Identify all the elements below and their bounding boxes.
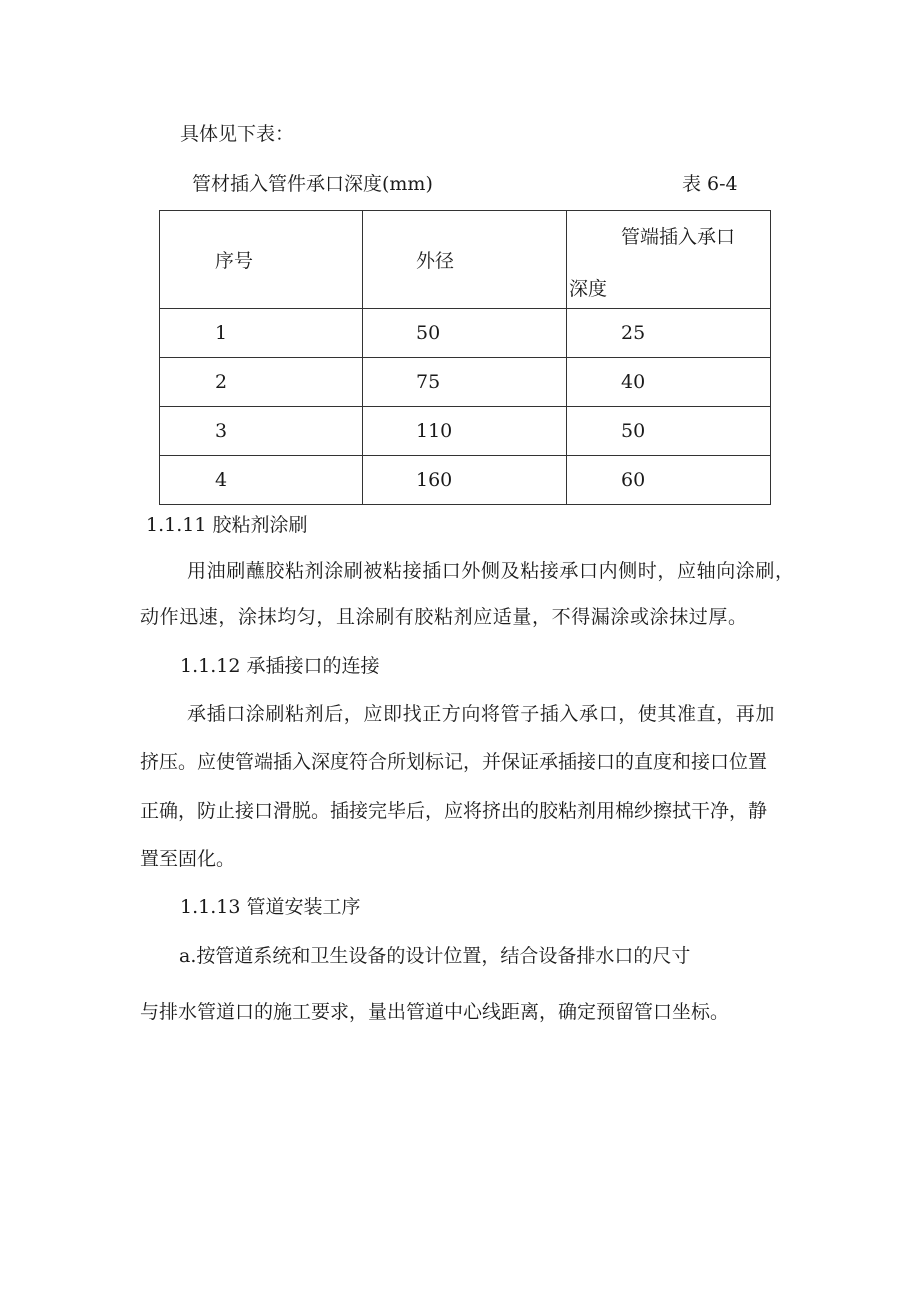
cell-od: 160 [363,456,567,505]
cell-seq: 1 [160,309,363,358]
section-heading-1112: 1.1.12 承插接口的连接 [180,655,380,677]
cell-depth: 60 [567,456,771,505]
intro-text: 具体见下表： [180,123,295,145]
cell-od: 50 [363,309,567,358]
paragraph-line: 正确，防止接口滑脱。插接完毕后，应将挤出的胶粘剂用棉纱擦拭干净，静 [140,800,768,822]
cell-depth: 40 [567,358,771,407]
table-caption: 管材插入管件承口深度(mm) [192,173,433,195]
header-seq: 序号 [160,211,363,309]
insertion-depth-table [159,210,771,505]
paragraph-line: 置至固化。 [140,848,236,870]
paragraph-line: 与排水管道口的施工要求，量出管道中心线距离，确定预留管口坐标。 [140,1001,730,1023]
cell-seq: 4 [160,456,363,505]
header-depth-line2: 深度 [569,278,608,300]
cell-seq: 3 [160,407,363,456]
cell-seq: 2 [160,358,363,407]
table-row [160,358,771,407]
section-heading-1111: 1.1.11 胶粘剂涂刷 [146,514,308,536]
table-row [160,456,771,505]
cell-od: 75 [363,358,567,407]
paragraph-line: 承插口涂刷粘剂后，应即找正方向将管子插入承口，使其准直，再加 [187,703,776,725]
paragraph-line: 用油刷蘸胶粘剂涂刷被粘接插口外侧及粘接承口内侧时，应轴向涂刷， [187,560,795,582]
cell-depth: 25 [567,309,771,358]
table-row [160,309,771,358]
section-heading-1113: 1.1.13 管道安装工序 [180,896,361,918]
table-row [160,407,771,456]
header-outer-diameter: 外径 [363,211,567,309]
header-depth-line1: 管端插入承口 [621,226,736,248]
paragraph-line: 动作迅速，涂抹均匀，且涂刷有胶粘剂应适量，不得漏涂或涂抹过厚。 [140,606,748,628]
paragraph-line: 挤压。应使管端插入深度符合所划标记，并保证承插接口的直度和接口位置 [140,751,768,773]
cell-od: 110 [363,407,567,456]
table-header-row [160,211,771,309]
table-number: 表 6-4 [682,173,738,195]
header-insertion-depth [567,211,771,309]
paragraph-line: a.按管道系统和卫生设备的设计位置，结合设备排水口的尺寸 [179,945,691,967]
cell-depth: 50 [567,407,771,456]
